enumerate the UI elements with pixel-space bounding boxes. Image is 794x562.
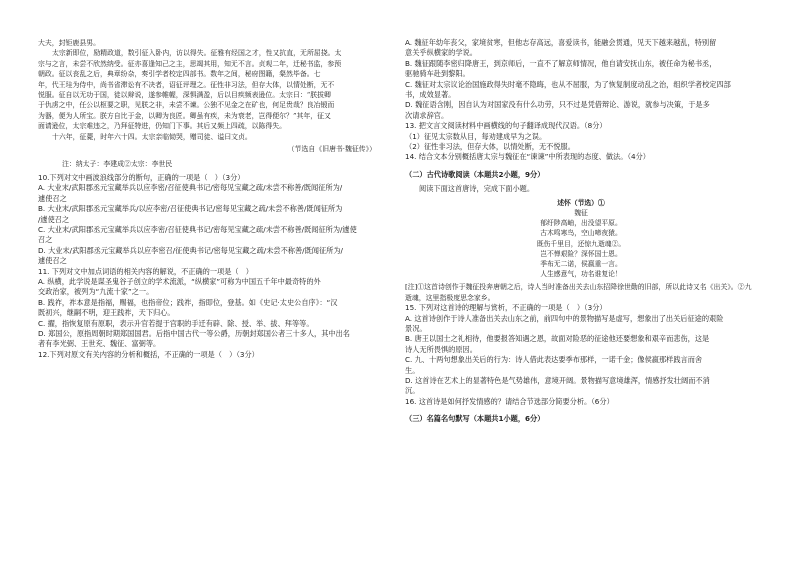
q15-option: 景况。 <box>405 323 427 333</box>
q15-option: 诗人无所畏惧的原因。 <box>405 344 477 354</box>
poem-line: 人生感意气，功名谁复论！ <box>540 270 622 279</box>
poem-line: 郁纡陟高岫，出没望平原。 <box>540 219 622 228</box>
passage-line: 朝政。征以丧乱之后，典章纷杂，奏引学者校定四部书。数年之间，秘府图籍，粲然毕备。七 <box>38 70 321 79</box>
q12-option: 次请求辞官。 <box>405 110 449 120</box>
q15-option[interactable]: D. 这首诗在艺术上的显著特色是气势雄伟，意境开阔。景物描写意境雄浑，情感抒发壮阔而不消 <box>405 375 710 385</box>
q14-stem: 14. 结合文本分别概括唐太宗与魏征在“谏谏”中所表现的态度、做法。（4分） <box>405 152 650 162</box>
q10-option: 召之 <box>38 235 53 245</box>
q10-option[interactable]: B. 大业末/武阳郡丞元宝藏举兵/以应李密/召征使典书记/密每见宝藏之疏/未尝不称善/既闻征所为 <box>38 204 343 214</box>
q12-option[interactable]: A. 魏征年幼年丧父，家境贫寒，但他志存高远，喜爱读书，能融会贯通，见天下越来越乱，特别留 <box>405 38 717 47</box>
poem-line: 岂不惮艰险？深怀国士恩。 <box>540 249 622 258</box>
poem-title: 述怀（节选）① <box>557 198 605 207</box>
q12-option: 书，成效显著。 <box>405 90 456 100</box>
q11-option: 者有李光弼、王世充、魏征、富弼等。 <box>38 339 161 349</box>
poem-note: [注]①这首诗创作于魏征投奔唐朝之后，诗人当时准备出关去山东招降徐世勣的旧部，所以此诗又名《出关》。②九逝魂，这里指极度思念家乡。 <box>405 283 752 302</box>
q11-option[interactable]: A. 纵横，此学说是谋圣鬼谷子创立的学术流派，“纵横家”可称为中国五千年中最奇特的外 <box>38 276 321 286</box>
q12-option[interactable]: D. 魏征语含刚，因自认为对国家没有什么功劳，只不过是凭借辩论、游说，就参与决策，于是多 <box>405 100 710 110</box>
q11-option[interactable]: C. 擢，指恢复原有原职，表示升官若提于宫职的手迁有辟、除、授、举、拔、拜等等。 <box>38 318 314 328</box>
poem-line: 既伤千里目，还惊九逝魂②。 <box>536 239 626 248</box>
q16-stem: 16. 这首诗是如何抒发情感的？请结合节选部分简要分析。（6分） <box>405 396 614 406</box>
q10-option[interactable]: D. 大业末/武阳郡丞元宝藏举兵以应李密召/征使典书记/密每见宝藏之疏/未尝不称善/既闻征所为/ <box>38 245 343 255</box>
q10-option[interactable]: C. 大业末/武阳郡丞元宝藏举兵以应李密/召征使典书记/密每见宝藏之疏/未尝不称善/既闻征所为/遽使 <box>38 224 357 234</box>
passage-line: 十六年，征薨，时年六十四。太宗亲临恸哭，赠司徒、谥曰文贞。 <box>52 132 252 141</box>
passage-line: 为器，便为人所宝。朕方自比于金，以卿为良匠。卿虽有疾，未为衰老，岂得便尔？”其年，征又 <box>38 111 331 120</box>
poem-line: 古木鸣寒鸟，空山啼夜猿。 <box>540 229 622 238</box>
passage-line: 宗与之言，未尝不欣然纳受。征亦喜逢知己之主，思竭其用，知无不言。贞观二年，迁秘书监，参预 <box>38 59 342 68</box>
q15-stem: 15. 下列对这首诗的理解与赏析，不正确的一项是（ ）（3分） <box>405 303 607 313</box>
q10-stem: 10.下列对文中画波浪线部分的断句，正确的一项是（ ）（3分） <box>38 172 245 182</box>
section-2-intro: 阅读下面这首唐诗，完成下面小题。 <box>419 184 535 194</box>
passage-line: 面请逊位，太宗难违之，乃拜征特进，仍知门下事。其后又频上四疏，以陈得失。 <box>38 122 287 131</box>
q15-option: 生。 <box>405 365 420 375</box>
q10-option: 遽使召之 <box>38 256 67 266</box>
q13-item: （2）征性非习法，但存大体，以情处断，无不悦服。 <box>405 142 575 152</box>
poem-line: 季布无二诺，侯嬴重一言。 <box>540 259 622 268</box>
q15-option[interactable]: A. 这首诗创作于诗人准备出关去山东之前，前四句中的景物描写是虚写，想象出了出关后征途的艰险 <box>405 313 724 323</box>
passage-line: 太宗新即位，励精政道，数引征入卧内，访以得失。征雅有经国之才，性又抗直，无所屈挠。太 <box>52 49 342 58</box>
q15-option[interactable]: B. 唐王以国士之礼相待，他要报答知遇之恩，故面对险恶的征途他还要想象和艰辛而悲伤，这是 <box>405 334 710 344</box>
q15-option: 沉。 <box>405 386 420 396</box>
q11-option: 既初兴，继嗣不明，迎王践祚，天下归心。 <box>38 308 175 318</box>
section-2-title: （二）古代诗歌阅读（本题共2小题，9分） <box>405 169 545 179</box>
q12-option: 意关乎纵横家的学说。 <box>405 48 477 58</box>
section-3-title: （三）名篇名句默写（本题共1小题，6分） <box>405 414 545 424</box>
passage-line: 于仇虏之中，任公以枢要之职，见朕之非，未尝不谏。公独不见金之在矿也，何足贵哉？良冶锻而 <box>38 101 335 110</box>
q11-option[interactable]: D. 郑国公，原指周朝时期郑国国君。后指中国古代一等公爵，历朝封郑国公者三十多人，其中出名 <box>38 328 350 338</box>
q13-item: （1）征见太宗数从目，每劝建成早为之误。 <box>405 131 547 141</box>
q10-option: 遽使召之 <box>38 193 67 203</box>
q11-option[interactable]: B. 践祚，祚本意是指福，赐福，也指帝位；践祚，指即位，登基。如《史记·太史公自序》：“汉 <box>38 297 338 307</box>
q10-option[interactable]: A. 大业末/武阳郡丞元宝藏举兵以应李密/召征使典书记/密每见宝藏之疏/未尝不称善/既闻征所为/ <box>38 183 343 193</box>
q11-stem: 11. 下列对文中加点词语的相关内容的解说，不正确的一项是（ ） <box>38 266 253 276</box>
q12-option[interactable]: C. 魏征对太宗议论治国施政得失时毫不隐晦，也从不屈服，为了恢复制度动乱之治，组织学者校定四部 <box>405 79 731 89</box>
q12-stem: 12.下列对原文有关内容的分析和概括，不正确的一项是（ ）（3分） <box>38 349 259 359</box>
poem-author: 魏征 <box>574 208 588 217</box>
passage-line: 悦服。征自以无功于国，徒以辩说，遂参帷幄，深惧满盈，后以目疾频表逊位。太宗曰：“朕拔卿 <box>38 91 331 100</box>
q15-option[interactable]: C. 九、十两句想象出关后的行为：诗人借此表达要季布那样，一诺千金；像侯嬴那样践言而舍 <box>405 355 703 365</box>
left-column <box>38 38 384 360</box>
passage-note: 注：纳太子：李建成②太宗：李世民 <box>62 160 173 169</box>
q11-option: 交政治家，被列为“九流十家”之一。 <box>38 287 154 297</box>
passage-source: （节选自《旧唐书·魏征传》） <box>287 145 376 154</box>
passage-line: 年，代王珪为侍中，尚书省滞讼有不决者，诏征评理之。征性非习法，但存大体，以情处断，无不 <box>38 80 335 89</box>
right-column <box>405 38 757 429</box>
q10-option: /遽使召之 <box>38 214 70 224</box>
q12-option[interactable]: B. 魏征跟随李密归降唐王，到京师后，一直不了解京师情况，他自请安抚山东，被任命为秘书丞， <box>405 58 717 68</box>
q13-stem: 13. 把文言文阅读材料中画横线的句子翻译成现代汉语。（8分） <box>405 121 607 131</box>
q12-option: 驱驰骑车赴到黎阳。 <box>405 69 470 79</box>
passage-line: 大夫，封钜鹿县男。 <box>38 39 101 47</box>
